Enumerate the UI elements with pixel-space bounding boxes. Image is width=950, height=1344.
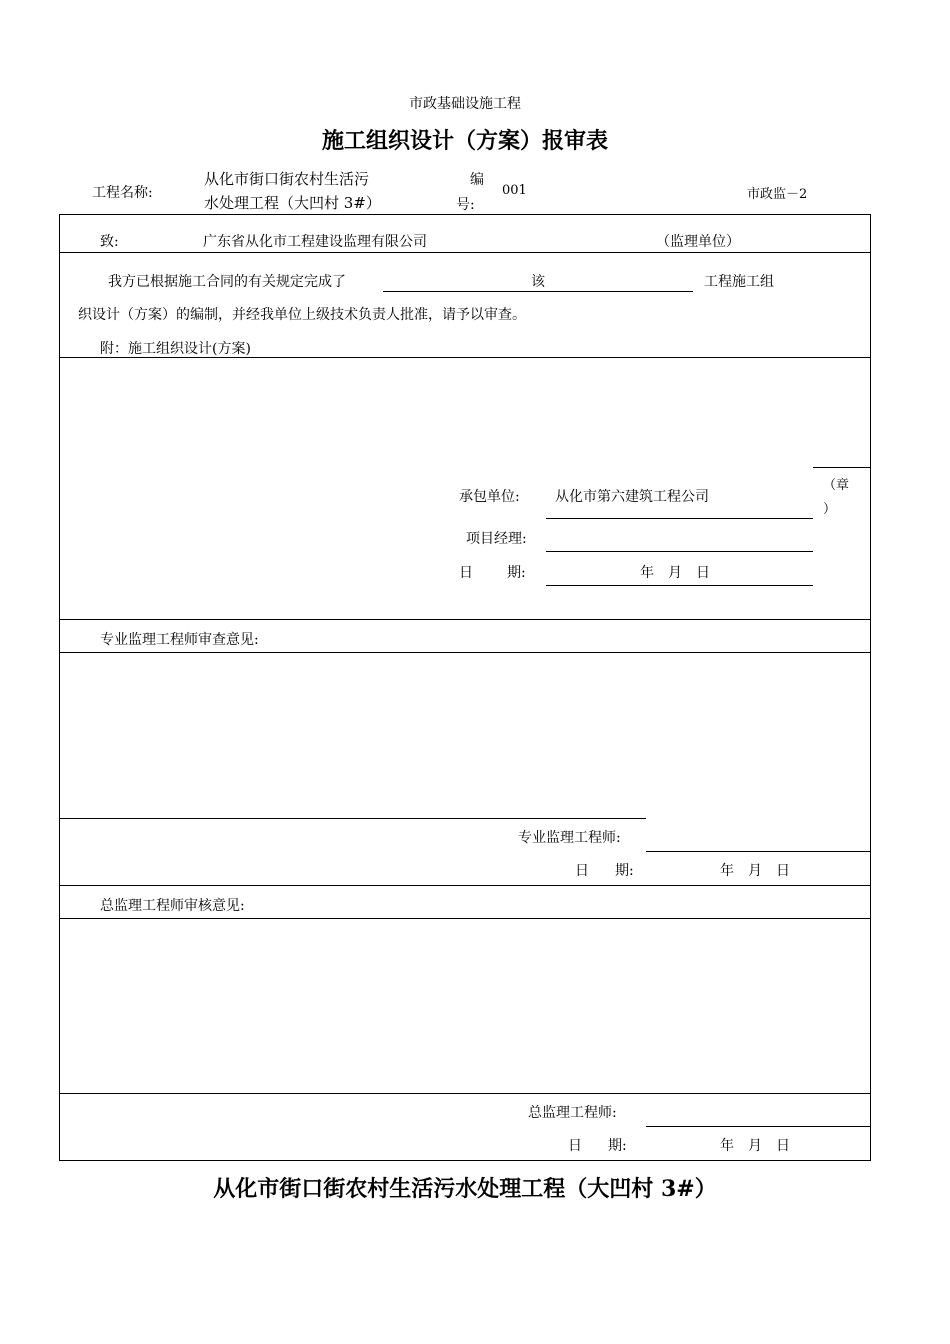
supervisor-signer-underline[interactable] (646, 851, 870, 852)
supervision-role: （监理单位） (656, 234, 740, 250)
supervisor-date-label-b: 期: (615, 863, 634, 879)
table-bottom-border (59, 1160, 871, 1161)
project-name-line2: 水处理工程（大凹村 3#） (204, 194, 381, 212)
supervisor-date-value[interactable]: 年 月 日 (720, 863, 790, 879)
chief-date-label-b: 期: (608, 1138, 627, 1154)
divider-contractor (59, 619, 871, 620)
divider-supervisor (59, 885, 871, 886)
chief-date-value[interactable]: 年 月 日 (720, 1138, 790, 1154)
page-title: 施工组织设计（方案）报审表 (321, 129, 608, 154)
number-value: 001 (502, 183, 527, 198)
divider-supervisor-label (59, 652, 871, 653)
contractor-date-underline (546, 585, 813, 586)
footer-project-title: 从化市街口街农村生活污水处理工程（大凹村 3#） (213, 1176, 717, 1202)
contractor-date-value[interactable]: 年 月 日 (640, 565, 710, 581)
to-label: 致: (100, 234, 119, 250)
divider-to-row (59, 252, 871, 253)
contractor-unit-underline (546, 518, 813, 519)
supervisor-date-label-a: 日 (575, 863, 589, 879)
project-manager-label: 项目经理: (466, 531, 527, 547)
supervision-org: 广东省从化市工程建设监理有限公司 (203, 234, 427, 250)
seal-line (813, 467, 870, 468)
project-manager-underline[interactable] (546, 551, 813, 552)
statement-text-2: 工程施工组 (704, 274, 774, 290)
statement-text-1: 我方已根据施工合同的有关规定完成了 (108, 274, 346, 290)
number-label-top: 编 (470, 172, 484, 188)
supervisor-opinion-label: 专业监理工程师审查意见: (100, 632, 259, 648)
project-name-line1: 从化市街口街农村生活污 (204, 170, 370, 188)
contractor-date-label-a: 日 (459, 565, 473, 581)
document-category: 市政基础设施工程 (409, 96, 521, 112)
contractor-unit-value[interactable]: 从化市第六建筑工程公司 (555, 489, 709, 505)
contractor-unit-label: 承包单位: (459, 489, 520, 505)
table-right-border (870, 214, 871, 1160)
project-name-label: 工程名称: (92, 185, 153, 201)
table-left-border (59, 214, 60, 1160)
divider-chief-label (59, 918, 871, 919)
chief-date-label-a: 日 (568, 1138, 582, 1154)
seal-label-top: （章 (823, 478, 850, 493)
statement-blank-underline (383, 291, 693, 292)
chief-opinion-bottom-line (59, 1093, 871, 1094)
statement-blank-value[interactable]: 该 (531, 274, 545, 290)
chief-opinion-label: 总监理工程师审核意见: (100, 898, 245, 914)
supervisor-signer-label: 专业监理工程师: (518, 830, 621, 846)
seal-label-bottom: ） (823, 502, 837, 517)
number-label-bottom: 号: (456, 197, 475, 213)
supervisor-opinion-bottom-line (59, 818, 646, 819)
contractor-date-label-b: 期: (507, 565, 526, 581)
chief-signer-label: 总监理工程师: (528, 1105, 617, 1121)
form-code: 市政监－2 (747, 187, 808, 202)
attachment-note: 附：施工组织设计(方案) (100, 341, 251, 357)
statement-line-2: 织设计（方案）的编制，并经我单位上级技术负责人批准，请予以审查。 (78, 307, 526, 323)
chief-signer-underline[interactable] (646, 1126, 870, 1127)
table-top-border (59, 214, 871, 215)
